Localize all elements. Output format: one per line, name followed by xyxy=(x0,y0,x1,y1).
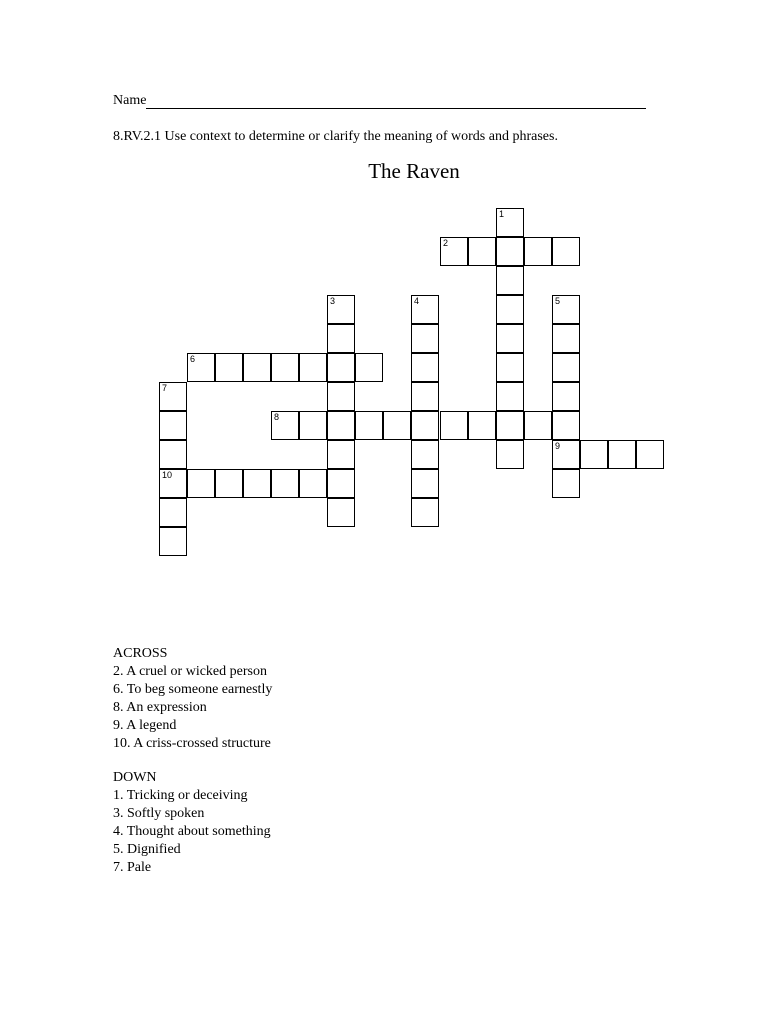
down-clue: 1. Tricking or deceiving xyxy=(113,788,248,803)
crossword-cell[interactable] xyxy=(496,353,524,382)
clue-number: 7 xyxy=(162,383,168,393)
across-heading: ACROSS xyxy=(113,646,168,661)
crossword-cell[interactable] xyxy=(159,411,187,440)
crossword-cell[interactable] xyxy=(271,411,299,440)
crossword-cell[interactable] xyxy=(524,237,552,266)
crossword-cell[interactable] xyxy=(468,411,496,440)
clue-number: 9 xyxy=(555,441,561,451)
across-clue: 10. A criss-crossed structure xyxy=(113,736,271,751)
crossword-cell[interactable] xyxy=(552,440,580,469)
down-clue: 4. Thought about something xyxy=(113,824,271,839)
crossword-cell[interactable] xyxy=(327,324,355,353)
clue-number: 10 xyxy=(162,470,173,480)
crossword-cell[interactable] xyxy=(552,295,580,324)
crossword-cell[interactable] xyxy=(411,411,439,440)
crossword-cell[interactable] xyxy=(187,469,215,498)
crossword-cell[interactable] xyxy=(411,353,439,382)
crossword-cell[interactable] xyxy=(159,382,187,411)
across-clue: 2. A cruel or wicked person xyxy=(113,664,267,679)
crossword-cell[interactable] xyxy=(411,295,439,324)
crossword-cell[interactable] xyxy=(159,440,187,469)
across-clues xyxy=(113,645,272,753)
crossword-cell[interactable] xyxy=(496,237,524,266)
crossword-cell[interactable] xyxy=(243,353,271,382)
crossword-cell[interactable] xyxy=(327,295,355,324)
crossword-cell[interactable] xyxy=(215,353,243,382)
clue-number: 3 xyxy=(330,296,336,306)
crossword-cell[interactable] xyxy=(327,498,355,527)
crossword-cell[interactable] xyxy=(187,353,215,382)
crossword-cell[interactable] xyxy=(608,440,636,469)
crossword-cell[interactable] xyxy=(524,411,552,440)
crossword-cell[interactable] xyxy=(411,440,439,469)
crossword-cell[interactable] xyxy=(327,440,355,469)
crossword-cell[interactable] xyxy=(327,382,355,411)
crossword-cell[interactable] xyxy=(327,353,355,382)
crossword-cell[interactable] xyxy=(411,498,439,527)
crossword-cell[interactable] xyxy=(496,208,524,237)
across-clue: 8. An expression xyxy=(113,700,207,715)
crossword-cell[interactable] xyxy=(496,295,524,324)
crossword-cell[interactable] xyxy=(327,469,355,498)
page-title: The Raven xyxy=(368,159,460,183)
crossword-cell[interactable] xyxy=(496,411,524,440)
down-clue: 7. Pale xyxy=(113,860,152,875)
crossword-cell[interactable] xyxy=(440,411,468,440)
crossword-cell[interactable] xyxy=(383,411,411,440)
crossword-cell[interactable] xyxy=(411,324,439,353)
crossword-cell[interactable] xyxy=(440,237,468,266)
across-clue: 6. To beg someone earnestly xyxy=(113,682,273,697)
crossword-cell[interactable] xyxy=(496,382,524,411)
crossword-cell[interactable] xyxy=(159,498,187,527)
down-heading: DOWN xyxy=(113,770,157,785)
down-clue: 3. Softly spoken xyxy=(113,806,205,821)
name-label: Name xyxy=(113,93,147,108)
crossword-cell[interactable] xyxy=(636,440,664,469)
crossword-cell[interactable] xyxy=(299,353,327,382)
crossword-cell[interactable] xyxy=(411,469,439,498)
crossword-cell[interactable] xyxy=(496,266,524,295)
crossword-cell[interactable] xyxy=(243,469,271,498)
clue-number: 1 xyxy=(499,209,505,219)
crossword-cell[interactable] xyxy=(552,324,580,353)
across-clue: 9. A legend xyxy=(113,718,177,733)
clue-number: 2 xyxy=(443,238,449,248)
crossword-cell[interactable] xyxy=(159,527,187,556)
crossword-cell[interactable] xyxy=(552,382,580,411)
crossword-cell[interactable] xyxy=(215,469,243,498)
crossword-cell[interactable] xyxy=(159,469,187,498)
clue-number: 8 xyxy=(274,412,280,422)
crossword-cell[interactable] xyxy=(271,469,299,498)
crossword-cell[interactable] xyxy=(496,440,524,469)
crossword-cell[interactable] xyxy=(552,353,580,382)
crossword-cell[interactable] xyxy=(271,353,299,382)
clue-number: 4 xyxy=(414,296,420,306)
crossword-cell[interactable] xyxy=(299,469,327,498)
crossword-cell[interactable] xyxy=(552,237,580,266)
crossword-cell[interactable] xyxy=(468,237,496,266)
down-clues xyxy=(113,769,271,877)
crossword-cell[interactable] xyxy=(355,353,383,382)
standard-text: 8.RV.2.1 Use context to determine or clarify the meaning of words and phrases. xyxy=(113,129,558,144)
crossword-cell[interactable] xyxy=(299,411,327,440)
crossword-cell[interactable] xyxy=(327,411,355,440)
crossword-cell[interactable] xyxy=(355,411,383,440)
crossword-cell[interactable] xyxy=(411,382,439,411)
crossword-cell[interactable] xyxy=(552,469,580,498)
crossword-cell[interactable] xyxy=(496,324,524,353)
clue-number: 6 xyxy=(190,354,196,364)
down-clue: 5. Dignified xyxy=(113,842,181,857)
clue-number: 5 xyxy=(555,296,561,306)
crossword-cell[interactable] xyxy=(552,411,580,440)
crossword-cell[interactable] xyxy=(580,440,608,469)
